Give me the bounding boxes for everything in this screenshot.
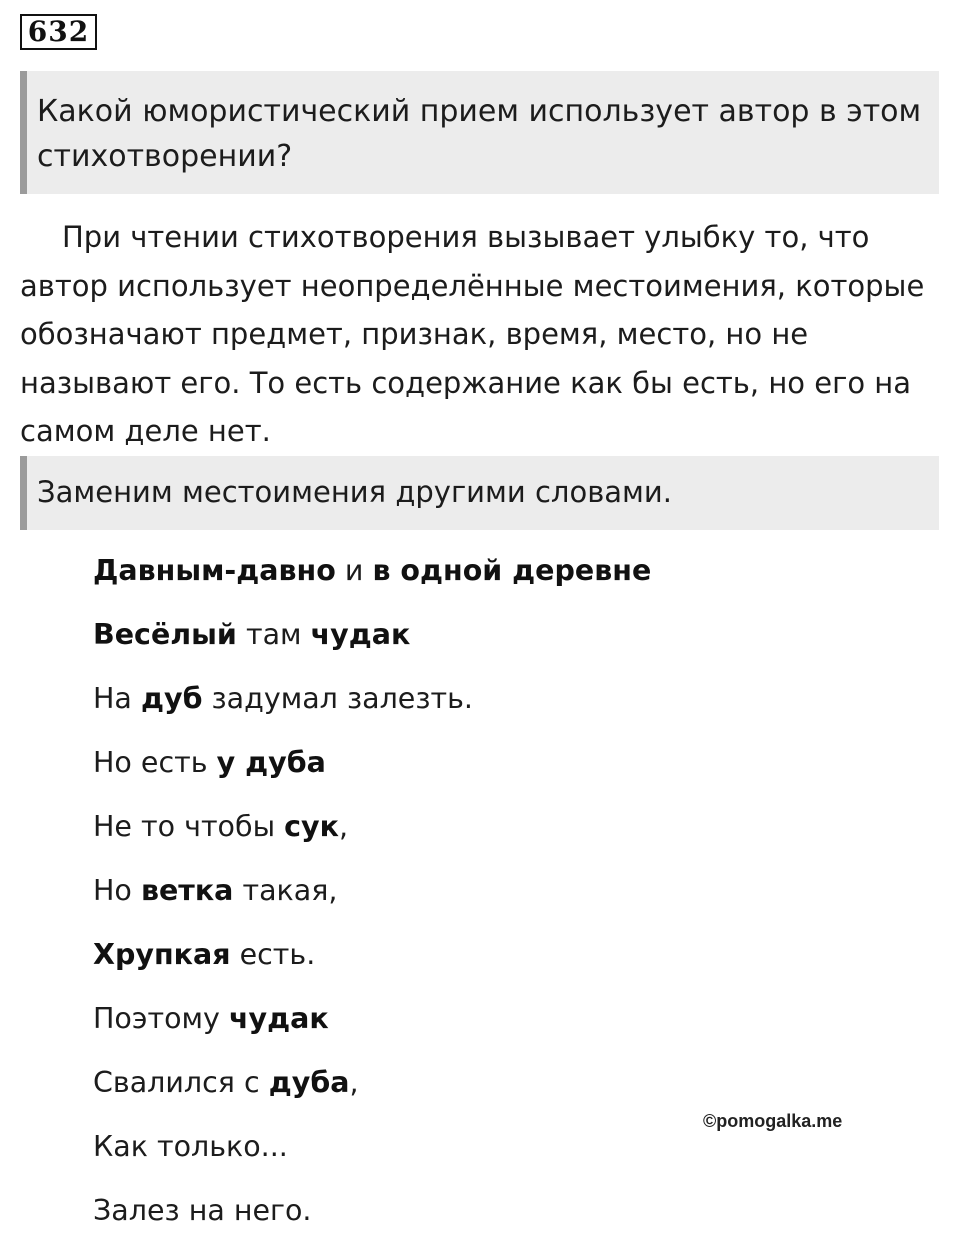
poem-text: такая,	[233, 874, 338, 907]
poem-line	[93, 930, 651, 994]
poem-line	[93, 1186, 651, 1250]
poem-line	[93, 994, 651, 1058]
poem-word-bold: Давным-давно	[93, 554, 336, 587]
poem-word-bold: Весёлый	[93, 618, 237, 651]
poem-text: Как только...	[93, 1130, 288, 1163]
poem-text: и	[335, 554, 373, 587]
poem-line	[93, 1058, 651, 1122]
instruction-callout	[20, 456, 939, 530]
poem-word-bold: дуб	[140, 682, 203, 715]
poem-text: Залез на него.	[93, 1194, 312, 1227]
poem-line	[93, 674, 651, 738]
poem-word-bold: сук	[284, 810, 339, 843]
poem-word-bold: чудак	[310, 618, 411, 651]
poem-text: На	[93, 682, 141, 715]
poem-line	[93, 802, 651, 866]
answer-paragraph: При чтении стихотворения вызывает улыбку то, что автор использует неопределённые местоимения, которые обозначают предмет, признак, время, место, но не называют его. То есть содержание как бы есть, но его на самом деле нет.	[20, 220, 925, 448]
poem-line	[93, 866, 651, 930]
poem-line	[93, 610, 651, 674]
poem-text: ,	[338, 810, 349, 843]
poem-text: есть.	[230, 938, 316, 971]
poem-word-bold: в одной деревне	[372, 554, 652, 587]
poem-word-bold: чудак	[228, 1002, 329, 1035]
poem-text: Но	[93, 874, 141, 907]
poem-text: Свалился с	[93, 1066, 269, 1099]
poem-word-bold: ветка	[140, 874, 234, 907]
poem-word-bold: у дуба	[216, 746, 326, 779]
poem	[93, 546, 651, 1250]
instruction-text: Заменим местоимения другими словами.	[37, 475, 672, 509]
poem-text: задумал залезть.	[202, 682, 473, 715]
question-callout	[20, 71, 939, 194]
watermark: ©pomogalka.me	[703, 1111, 843, 1131]
poem-text: Поэтому	[93, 1002, 229, 1035]
poem-line	[93, 738, 651, 802]
poem-text: там	[236, 618, 311, 651]
poem-text: Не то чтобы	[93, 810, 285, 843]
poem-word-bold: дуба	[268, 1066, 350, 1099]
poem-word-bold: Хрупкая	[93, 938, 231, 971]
task-number: 632	[20, 14, 97, 50]
poem-text: Но есть	[93, 746, 217, 779]
poem-line	[93, 546, 651, 610]
question-text: Какой юмористический прием использует автор в этом стихотворении?	[37, 94, 922, 174]
poem-text: ,	[349, 1066, 359, 1099]
poem-line	[93, 1122, 651, 1186]
